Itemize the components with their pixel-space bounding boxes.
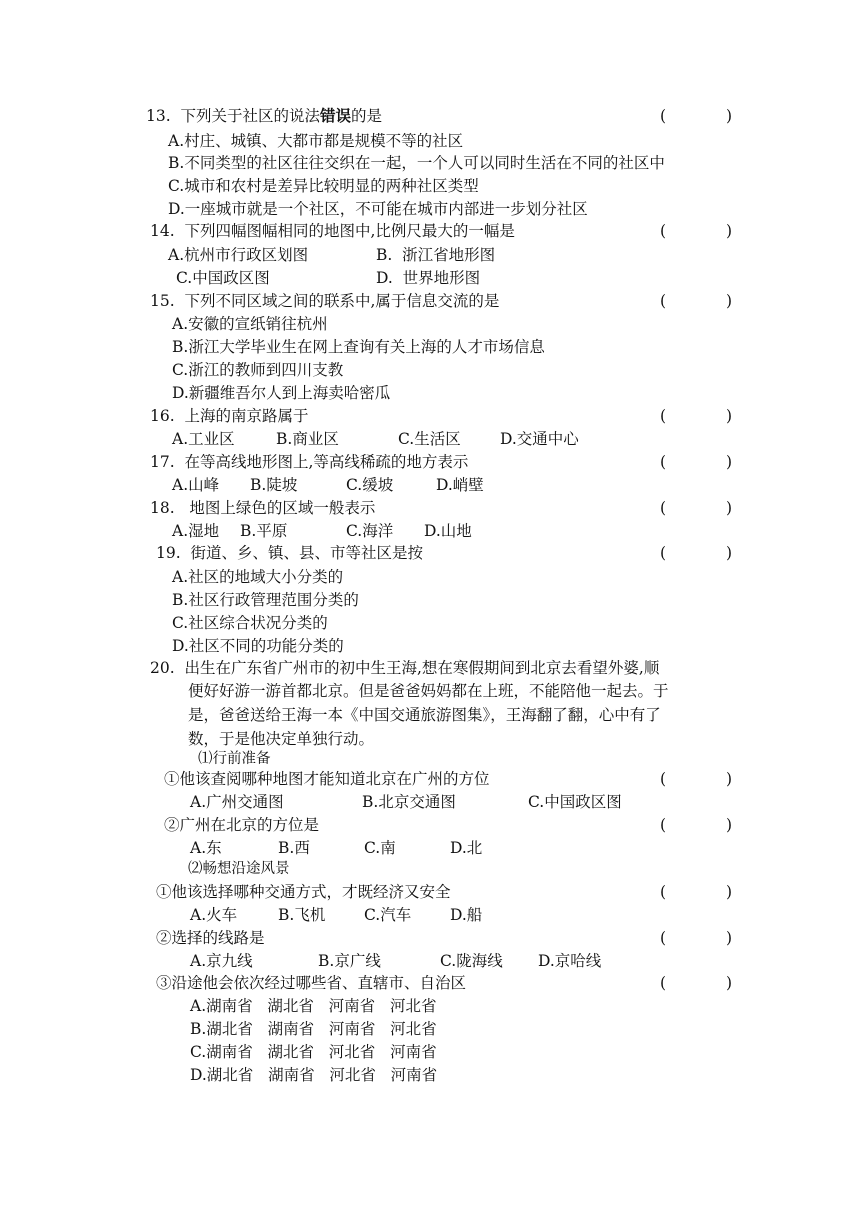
sub-question-stem: ③沿途他会依次经过哪些省、直辖市、自治区	[156, 974, 467, 992]
option: B.不同类型的社区往往交织在一起，一个人可以同时生活在不同的社区中	[168, 154, 665, 172]
option: B.京广线	[318, 952, 381, 970]
question-20-intro: 数，于是他决定单独行动。	[188, 730, 375, 748]
option: D. 世界地形图	[376, 269, 481, 287]
bracket-close: )	[725, 929, 732, 947]
bracket-open: (	[660, 770, 667, 788]
sub-question-stem: ②选择的线路是	[156, 929, 265, 947]
bracket-close: )	[725, 107, 732, 125]
bracket-open: (	[660, 453, 667, 471]
sub-question-stem: ②广州在北京的方位是	[164, 816, 320, 834]
option: D.北	[450, 839, 483, 857]
answer-bracket[interactable]	[660, 497, 732, 519]
answer-bracket[interactable]	[660, 927, 732, 949]
option: C.社区综合状况分类的	[172, 614, 328, 632]
bracket-open: (	[660, 222, 667, 240]
answer-bracket[interactable]	[660, 220, 732, 242]
option: A.湖南省 湖北省 河南省 河北省	[190, 997, 437, 1015]
answer-bracket[interactable]	[660, 105, 732, 127]
question-17-stem: 17. 在等高线地形图上,等高线稀疏的地方表示	[150, 453, 469, 471]
answer-bracket[interactable]	[660, 290, 732, 312]
option: A.火车	[190, 906, 238, 924]
bracket-open: (	[660, 816, 667, 834]
bracket-open: (	[660, 544, 667, 562]
option: C.湖南省 湖北省 河北省 河南省	[190, 1043, 437, 1061]
option: B.平原	[240, 522, 288, 540]
option: B.西	[278, 839, 310, 857]
option: C.浙江的教师到四川支教	[172, 361, 344, 379]
option: A.京九线	[190, 952, 253, 970]
option: B. 浙江省地形图	[376, 246, 496, 264]
question-18-stem: 18. 地图上绿色的区域一般表示	[150, 499, 376, 517]
section-heading: ⑵畅想沿途风景	[188, 861, 290, 877]
question-16-stem: 16. 上海的南京路属于	[150, 407, 309, 425]
option: D.山地	[424, 522, 472, 540]
bracket-open: (	[660, 929, 667, 947]
option: D.峭壁	[436, 476, 484, 494]
question-20-intro: 20. 出生在广东省广州市的初中生王海,想在寒假期间到北京去看望外婆,顺	[150, 659, 660, 677]
option: A.工业区	[172, 430, 235, 448]
option: D.交通中心	[500, 430, 579, 448]
bracket-close: )	[725, 292, 732, 310]
option: C.缓坡	[346, 476, 394, 494]
answer-bracket[interactable]	[660, 405, 732, 427]
option: B.湖北省 湖南省 河南省 河北省	[190, 1020, 437, 1038]
stem-text: 13. 下列关于社区的说法	[146, 107, 321, 125]
option: D.京哈线	[538, 952, 602, 970]
bracket-close: )	[725, 499, 732, 517]
option: B.北京交通图	[362, 793, 456, 811]
answer-bracket[interactable]	[660, 972, 732, 994]
option: C.海洋	[346, 522, 394, 540]
option: A.杭州市行政区划图	[168, 246, 309, 264]
bracket-close: )	[725, 407, 732, 425]
bracket-close: )	[725, 222, 732, 240]
option: D.船	[450, 906, 483, 924]
option: C.中国政区图	[176, 269, 270, 287]
question-19-stem: 19. 街道、乡、镇、县、市等社区是按	[156, 544, 424, 562]
option: B.社区行政管理范围分类的	[172, 591, 359, 609]
stem-text: 的是	[351, 107, 383, 125]
bracket-open: (	[660, 499, 667, 517]
option: C.中国政区图	[528, 793, 622, 811]
option: B.浙江大学毕业生在网上查询有关上海的人才市场信息	[172, 338, 545, 356]
answer-bracket[interactable]	[660, 881, 732, 903]
option: A.湿地	[172, 522, 220, 540]
option: C.汽车	[364, 906, 412, 924]
answer-bracket[interactable]	[660, 542, 732, 564]
option: C.城市和农村是差异比较明显的两种社区类型	[168, 177, 479, 195]
option: A.社区的地域大小分类的	[172, 568, 344, 586]
sub-question-stem: ①他该选择哪种交通方式，才既经济又安全	[156, 883, 451, 901]
bracket-close: )	[725, 974, 732, 992]
bracket-close: )	[725, 544, 732, 562]
bracket-open: (	[660, 107, 667, 125]
option: B.飞机	[278, 906, 326, 924]
question-13-stem	[146, 105, 382, 127]
answer-bracket[interactable]	[660, 451, 732, 473]
option: B.陡坡	[250, 476, 298, 494]
bracket-close: )	[725, 816, 732, 834]
section-heading: ⑴行前准备	[198, 751, 271, 767]
sub-question-stem: ①他该查阅哪种地图才能知道北京在广州的方位	[164, 770, 490, 788]
question-14-stem: 14. 下列四幅图幅相同的地图中,比例尺最大的一幅是	[150, 222, 515, 240]
bracket-open: (	[660, 407, 667, 425]
option: A.山峰	[172, 476, 220, 494]
bracket-close: )	[725, 453, 732, 471]
question-15-stem: 15. 下列不同区域之间的联系中,属于信息交流的是	[150, 292, 500, 310]
bracket-close: )	[725, 770, 732, 788]
bracket-open: (	[660, 883, 667, 901]
question-20-intro: 是，爸爸送给王海一本《中国交通旅游图集》，王海翻了翻，心中有了	[188, 706, 661, 724]
option: C.陇海线	[440, 952, 503, 970]
bracket-open: (	[660, 974, 667, 992]
option: A.广州交通图	[190, 793, 284, 811]
option: B.商业区	[276, 430, 339, 448]
option: C.生活区	[398, 430, 461, 448]
option: A.村庄、城镇、大都市都是规模不等的社区	[168, 132, 464, 150]
answer-bracket[interactable]	[660, 814, 732, 836]
option: D.社区不同的功能分类的	[172, 637, 344, 655]
option: A.东	[190, 839, 222, 857]
question-20-intro: 便好好游一游首都北京。但是爸爸妈妈都在上班，不能陪他一起去。于	[188, 682, 669, 700]
option: D.一座城市就是一个社区，不可能在城市内部进一步划分社区	[168, 200, 588, 218]
bracket-close: )	[725, 883, 732, 901]
bracket-open: (	[660, 292, 667, 310]
option: D.新疆维吾尔人到上海卖哈密瓜	[172, 384, 391, 402]
option: D.湖北省 湖南省 河北省 河南省	[190, 1066, 438, 1084]
option: C.南	[364, 839, 396, 857]
answer-bracket[interactable]	[660, 768, 732, 790]
option: A.安徽的宣纸销往杭州	[172, 315, 328, 333]
emphasis-text: 错误	[320, 106, 352, 125]
